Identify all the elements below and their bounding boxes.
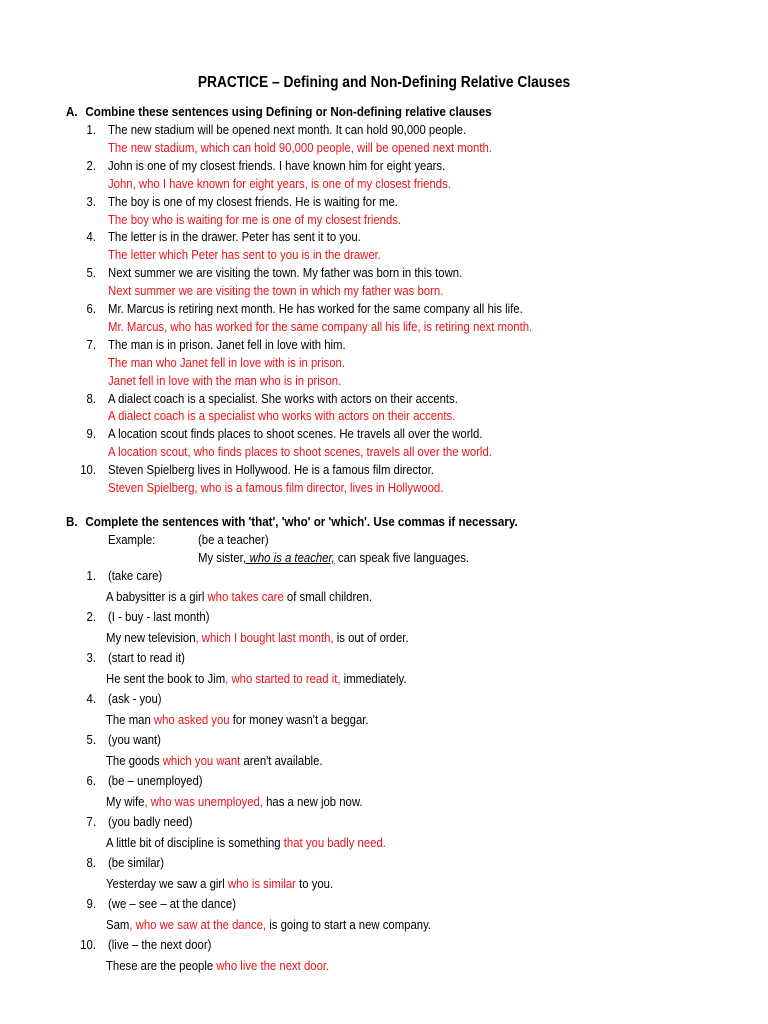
sentence-after: to you. (295, 875, 334, 891)
question-text: The boy is one of my closest friends. He is waiting for me. (108, 193, 398, 209)
answer-text: A dialect coach is a specialist who works with actors on their accents. (108, 408, 456, 424)
section-a-heading-text: Combine these sentences using Defining or Non-defining relative clauses (85, 104, 492, 119)
sentence-answer: which you want (162, 752, 241, 768)
section-a-heading (66, 104, 492, 119)
question-number: 1. (86, 568, 96, 583)
question-text: A dialect coach is a specialist. She works with actors on their accents. (108, 390, 458, 406)
sentence (106, 958, 329, 974)
prompt-text: (take care) (108, 568, 163, 583)
sentence-answer: who asked you (153, 711, 230, 727)
sentence-answer: who takes care (207, 588, 284, 604)
sentence-after: aren't available. (240, 752, 323, 768)
sentence (106, 876, 333, 892)
sentence-after: has a new job now. (262, 793, 363, 809)
sentence (106, 835, 386, 851)
section-a-letter: A. (66, 104, 78, 119)
question-number: 3. (86, 193, 96, 209)
question-number: 8. (86, 855, 96, 870)
sentence-before: Sam (106, 916, 130, 932)
example-after: can speak five languages. (334, 550, 470, 565)
sentence-answer: that you badly need. (283, 834, 386, 850)
prompt-text: (ask - you) (108, 691, 162, 706)
prompt-text: (we – see – at the dance) (108, 896, 236, 911)
question-text: A location scout finds places to shoot scenes. He travels all over the world. (108, 426, 483, 442)
sentence (106, 712, 369, 728)
answer-text: John, who I have known for eight years, is one of my closest friends. (108, 175, 451, 191)
question-number: 10. (80, 937, 96, 952)
question-number: 1. (86, 122, 96, 137)
question-number: 7. (86, 814, 96, 829)
sentence-before: My wife (106, 793, 145, 809)
prompt-text: (be similar) (108, 855, 165, 870)
example-prompt: (be a teacher) (198, 532, 269, 547)
question-text: The man is in prison. Janet fell in love with him. (108, 336, 346, 352)
sentence-answer: who is similar (227, 875, 296, 891)
question-text: The letter is in the drawer. Peter has sent it to you. (108, 229, 361, 245)
sentence-answer: , who we saw at the dance, (129, 916, 267, 932)
sentence-after: is out of order. (333, 629, 409, 645)
prompt-text: (you badly need) (108, 814, 193, 829)
sentence-before: These are the people (106, 957, 217, 973)
question-number: 2. (86, 157, 96, 173)
answer-text: The letter which Peter has sent to you is in the drawer. (108, 247, 381, 263)
prompt-text: (live – the next door) (108, 937, 212, 952)
question-number: 2. (86, 609, 96, 624)
sentence-before: The man (106, 711, 154, 727)
question-text: The new stadium will be opened next month. It can hold 90,000 people. (108, 122, 467, 137)
question-number: 6. (86, 773, 96, 788)
sentence (106, 671, 406, 687)
question-number: 4. (86, 691, 96, 706)
answer-text: Mr. Marcus, who has worked for the same company all his life, is retiring next month. (108, 318, 533, 334)
question-number: 7. (86, 336, 96, 352)
sentence (106, 794, 363, 810)
sentence-before: A little bit of discipline is something (106, 834, 284, 850)
question-number: 4. (86, 229, 96, 245)
answer-text: A location scout, who finds places to shoot scenes, travels all over the world. (108, 444, 492, 460)
question-number: 9. (86, 896, 96, 911)
prompt-text: (you want) (108, 732, 161, 747)
answer-text: Next summer we are visiting the town in which my father was born. (108, 283, 444, 299)
sentence-before: My new television (106, 629, 196, 645)
prompt-text: (I - buy - last month) (108, 609, 210, 624)
sentence-before: He sent the book to Jim (106, 670, 226, 686)
sentence-answer: , who started to read it, (225, 670, 341, 686)
question-number: 8. (86, 390, 96, 406)
question-text: John is one of my closest friends. I have known him for eight years. (108, 157, 446, 173)
sentence-answer: who live the next door. (216, 957, 330, 973)
question-number: 5. (86, 265, 96, 281)
sentence-before: The goods (106, 752, 163, 768)
answer-text: The boy who is waiting for me is one of my closest friends. (108, 211, 402, 227)
sentence-before: A babysitter is a girl (106, 588, 208, 604)
question-number: 3. (86, 650, 96, 665)
sentence-answer: , which I bought last month, (195, 629, 334, 645)
answer-text: Janet fell in love with the man who is in prison. (108, 372, 342, 388)
sentence (106, 589, 372, 605)
question-number: 10. (80, 462, 96, 478)
question-number: 6. (86, 301, 96, 316)
sentence-after: immediately. (340, 670, 407, 686)
answer-text: The man who Janet fell in love with is in prison. (108, 354, 346, 370)
example-sentence (198, 550, 469, 566)
question-text: Next summer we are visiting the town. My father was born in this town. (108, 265, 463, 281)
answer-text: The new stadium, which can hold 90,000 people, will be opened next month. (108, 139, 492, 155)
sentence (106, 917, 431, 933)
question-number: 5. (86, 732, 96, 747)
example-label: Example: (108, 532, 156, 547)
section-b-letter: B. (66, 514, 78, 529)
sentence-before: Yesterday we saw a girl (106, 875, 228, 891)
section-b-heading-text: Complete the sentences with 'that', 'who' or 'which'. Use commas if necessary. (85, 514, 518, 529)
prompt-text: (be – unemployed) (108, 773, 203, 788)
question-text: Mr. Marcus is retiring next month. He has worked for the same company all his life. (108, 301, 523, 316)
question-text: Steven Spielberg lives in Hollywood. He is a famous film director. (108, 462, 434, 478)
example-answer: , who is a teacher, (243, 550, 335, 565)
sentence (106, 753, 323, 769)
sentence-answer: , who was unemployed, (144, 793, 263, 809)
section-b-heading (66, 514, 518, 529)
answer-text: Steven Spielberg, who is a famous film director, lives in Hollywood. (108, 480, 444, 495)
question-number: 9. (86, 426, 96, 442)
sentence-after: is going to start a new company. (266, 916, 432, 932)
sentence-after: of small children. (283, 588, 373, 604)
prompt-text: (start to read it) (108, 650, 185, 665)
page-title: PRACTICE – Defining and Non-Defining Relative Clauses (197, 74, 571, 91)
example-before: My sister (198, 550, 244, 565)
sentence (106, 630, 409, 646)
sentence-after: for money wasn't a beggar. (229, 711, 369, 727)
